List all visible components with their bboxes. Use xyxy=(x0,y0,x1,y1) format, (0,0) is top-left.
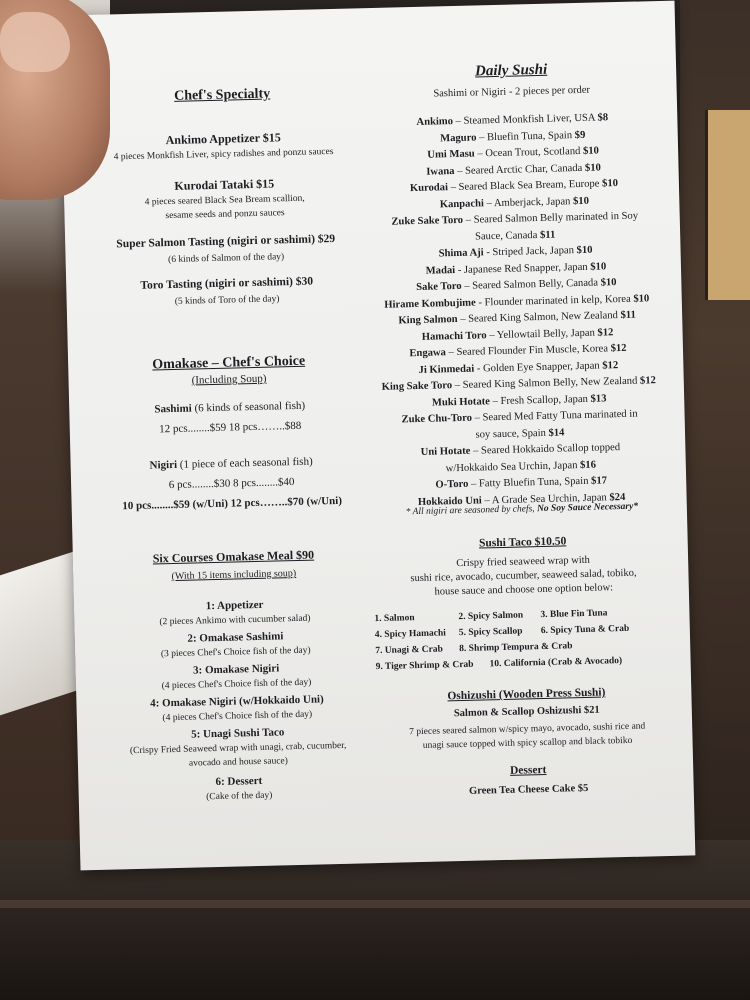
six-courses-title: Six Courses Omakase Meal $90 xyxy=(152,547,315,566)
daily-sushi-item xyxy=(363,127,663,145)
oshizushi-title: Oshizushi (Wooden Press Sushi) xyxy=(447,686,606,703)
daily-sushi-item-desc: – A Grade Sea Urchin, Japan xyxy=(481,491,610,506)
specialty-salmon-tasting xyxy=(93,232,358,250)
daily-sushi-item-name: Uni Hotate xyxy=(420,445,471,458)
sushi-taco-desc-3: house sauce and choose one option below: xyxy=(434,582,614,598)
daily-sushi-item-name: Ankimo xyxy=(416,116,454,128)
daily-sushi-item xyxy=(370,424,670,442)
taco-option-4: 4. Spicy Hamachi xyxy=(374,628,446,641)
daily-sushi-item-price: $16 xyxy=(579,459,597,471)
daily-sushi-note-bold: No Soy Sauce Necessary* xyxy=(536,501,639,515)
course-2-desc: (3 pieces Chef's Choice fish of the day) xyxy=(160,645,311,660)
daily-sushi-item-name: Kanpachi xyxy=(439,197,485,210)
daily-sushi-item xyxy=(370,441,670,459)
daily-sushi-item-name: Madai xyxy=(425,264,456,277)
specialty-ankimo-desc: 4 pieces Monkfish Liver, spicy radishes and ponzu sauces xyxy=(113,146,334,163)
daily-sushi-item-name: Hamachi Toro xyxy=(421,329,487,343)
sushi-taco-desc-2: sushi rice, avocado, cucumber, seaweed salad, tobiko, xyxy=(410,567,637,585)
daily-sushi-item-desc: – Seared Salmon Belly, Canada xyxy=(461,277,601,292)
omakase-sashimi-line xyxy=(97,398,362,416)
course-6-desc: (Cake of the day) xyxy=(206,790,273,803)
daily-sushi-item-desc: – Seared Arctic Char, Canada xyxy=(454,162,586,177)
daily-sushi-note-text: * All nigiri are seasoned by chefs, xyxy=(405,504,538,518)
daily-sushi-item xyxy=(371,457,671,475)
taco-option-10: 10. California (Crab & Avocado) xyxy=(489,656,623,670)
daily-sushi-item-price: $10 xyxy=(572,195,590,207)
course-6-name: 6: Dessert xyxy=(215,774,263,789)
taco-option-3: 3. Blue Fin Tuna xyxy=(540,608,608,621)
taco-option-6: 6. Spicy Tuna & Crab xyxy=(540,623,630,637)
daily-sushi-item-price: $10 xyxy=(590,260,607,273)
daily-sushi-item xyxy=(363,144,663,162)
specialty-kurodai-desc2: sesame seeds and ponzu sauces xyxy=(165,208,285,222)
daily-sushi-item xyxy=(366,276,666,294)
daily-sushi-item xyxy=(365,226,665,244)
daily-sushi-item-desc: – Amberjack, Japan xyxy=(483,195,574,209)
daily-sushi-item-desc: – Seared King Salmon, New Zealand xyxy=(457,310,621,326)
daily-sushi-item-price: $24 xyxy=(609,491,626,503)
daily-sushi-item-price: $10 xyxy=(633,292,650,305)
specialty-salmon-desc: (6 kinds of Salmon of the day) xyxy=(167,252,285,266)
daily-sushi-item-price: $12 xyxy=(610,342,627,355)
specialty-toro-tasting xyxy=(94,274,359,292)
daily-sushi-item-price: $12 xyxy=(597,326,614,339)
daily-sushi-item xyxy=(367,325,667,343)
daily-sushi-item-desc: – Seared Flounder Fin Muscle, Korea xyxy=(445,343,611,359)
daily-sushi-item-desc: – Yellowtail Belly, Japan xyxy=(486,327,598,341)
daily-sushi-item-price: $9 xyxy=(574,129,586,141)
menu-right-column xyxy=(360,1,660,797)
daily-sushi-title: Daily Sushi xyxy=(474,61,548,80)
specialty-salmon-rest: (nigiri or sashimi) $29 xyxy=(223,232,336,248)
daily-sushi-item-name: King Sake Toro xyxy=(381,380,453,393)
oshizushi-desc-2: unagi sauce topped with spicy scallop and black tobiko xyxy=(422,735,633,751)
daily-sushi-item-name: King Salmon xyxy=(398,314,458,327)
taco-option-9: 9. Tiger Shrimp & Crab xyxy=(375,659,474,673)
daily-sushi-item-price: $10 xyxy=(576,244,593,257)
daily-sushi-item-name: O-Toro xyxy=(435,478,469,491)
daily-sushi-item-name: Kurodai xyxy=(409,182,449,195)
daily-sushi-item-name: Zuke Sake Toro xyxy=(391,214,464,228)
daily-sushi-item xyxy=(368,342,668,360)
taco-option-1: 1. Salmon xyxy=(374,613,415,625)
table-edge xyxy=(0,900,750,908)
omakase-sashimi-label: Sashimi xyxy=(154,402,192,416)
course-3-name: 3: Omakase Nigiri xyxy=(192,662,280,677)
daily-sushi-item xyxy=(365,210,665,228)
course-5-desc: (Crispy Fried Seaweed wrap with unagi, crab, cucumber, xyxy=(129,740,347,757)
daily-sushi-item-price: $14 xyxy=(548,426,565,439)
dessert-title: Dessert xyxy=(509,763,547,777)
daily-sushi-item-price: $11 xyxy=(620,309,637,322)
daily-sushi-item xyxy=(364,177,664,195)
daily-sushi-item-name: Umi Masu xyxy=(427,148,475,161)
specialty-toro-rest: (nigiri or sashimi) $30 xyxy=(201,275,314,291)
omakase-subtitle: (Including Soup) xyxy=(191,372,267,387)
daily-sushi-item-name: Ji Kinmedai xyxy=(418,363,475,376)
daily-sushi-item-name: Muki Hotate xyxy=(431,395,491,409)
daily-sushi-item-desc: – Fatty Bluefin Tuna, Spain xyxy=(468,475,592,490)
daily-sushi-item-desc: – Seared Hokkaido Scallop topped xyxy=(470,442,621,457)
daily-sushi-item-price: $8 xyxy=(597,112,609,124)
sushi-taco-title: Sushi Taco $10.50 xyxy=(478,535,567,550)
daily-sushi-item-desc: – Seared King Salmon Belly, New Zealand xyxy=(451,375,641,392)
specialty-toro-desc: (5 kinds of Toro of the day) xyxy=(174,294,280,307)
omakase-nigiri-line xyxy=(99,454,364,472)
oshizushi-item: Salmon & Scallop Oshizushi $21 xyxy=(453,704,600,720)
specialty-toro-name: Toro Tasting xyxy=(140,278,203,292)
daily-sushi-item xyxy=(365,243,665,261)
omakase-title: Omakase – Chef's Choice xyxy=(152,353,306,373)
hand-thumb xyxy=(0,0,110,200)
daily-sushi-item xyxy=(369,391,669,409)
oshizushi-desc-1: 7 pieces seared salmon w/spicy mayo, avocado, sushi rice and xyxy=(409,721,646,738)
daily-sushi-item-desc: – Seared Med Fatty Tuna marinated in xyxy=(471,408,638,424)
daily-sushi-item-price: $11 xyxy=(539,229,556,241)
wall-poster xyxy=(705,110,750,300)
taco-option-8: 8. Shrimp Tempura & Crab xyxy=(459,641,573,655)
daily-sushi-item xyxy=(366,259,666,277)
taco-option-7: 7. Unagi & Crab xyxy=(375,644,443,657)
daily-sushi-item-price: $17 xyxy=(590,475,608,487)
daily-sushi-item xyxy=(367,292,667,310)
daily-sushi-item-desc: – Steamed Monkfish Liver, USA xyxy=(452,112,598,128)
daily-sushi-item xyxy=(362,111,662,129)
course-5-desc2: avocado and house sauce) xyxy=(188,756,289,769)
daily-sushi-item-desc: - Japanese Red Snapper, Japan xyxy=(455,261,591,276)
taco-options-row-2 xyxy=(374,623,675,641)
daily-sushi-item-name: Shima Aji xyxy=(438,247,484,260)
daily-sushi-item-desc: – Seared Black Sea Bream, Europe xyxy=(447,178,603,194)
taco-option-5: 5. Spicy Scallop xyxy=(458,626,523,639)
daily-sushi-item-price: $13 xyxy=(590,392,607,405)
daily-sushi-item xyxy=(364,193,664,211)
specialty-kurodai-name: Kurodai Tataki $15 xyxy=(174,176,275,193)
daily-sushi-item xyxy=(363,160,663,178)
daily-sushi-item xyxy=(367,309,667,327)
thumb-nail xyxy=(0,12,70,72)
six-courses-subtitle: (With 15 items including soup) xyxy=(171,568,297,583)
daily-sushi-item-name: Hokkaido Uni xyxy=(417,494,482,508)
menu-sheet xyxy=(60,1,696,871)
daily-sushi-item-desc: Sauce, Canada xyxy=(474,229,541,243)
daily-sushi-item-name: Iwana xyxy=(426,165,455,178)
omakase-nigiri-prices-1: 6 pcs........$30 8 pcs........$40 xyxy=(168,476,295,492)
course-5-name: 5: Unagi Sushi Taco xyxy=(190,726,285,741)
daily-sushi-item-price: $12 xyxy=(602,359,619,371)
daily-sushi-item-price: $10 xyxy=(582,145,600,157)
daily-sushi-item xyxy=(371,474,671,492)
daily-sushi-item xyxy=(370,408,670,426)
daily-sushi-item xyxy=(368,358,668,376)
course-2-name: 2: Omakase Sashimi xyxy=(187,630,284,645)
omakase-nigiri-prices-2: 10 pcs........$59 (w/Uni) 12 pcs……..$70 (w/Uni) xyxy=(122,494,343,513)
course-1-desc: (2 pieces Ankimo with cucumber salad) xyxy=(159,613,311,628)
daily-sushi-item-desc: soy sauce, Spain xyxy=(475,427,549,441)
daily-sushi-item-desc: – Seared Salmon Belly marinated in Soy xyxy=(462,210,639,226)
course-3-desc: (4 pieces Chef's Choice fish of the day) xyxy=(161,677,312,692)
dessert-item: Green Tea Cheese Cake $5 xyxy=(468,782,589,797)
daily-sushi-item-name: Engawa xyxy=(409,347,447,360)
taco-option-2: 2. Spicy Salmon xyxy=(458,610,524,623)
daily-sushi-item-price: $10 xyxy=(600,277,617,289)
omakase-nigiri-desc: (1 piece of each seasonal fish) xyxy=(176,455,313,471)
sushi-taco-desc-1: Crispy fried seaweed wrap with xyxy=(456,554,591,570)
omakase-nigiri-label: Nigiri xyxy=(149,458,178,472)
daily-sushi-item-name: Hirame Kombujime xyxy=(384,297,476,311)
course-1-name: 1: Appetizer xyxy=(205,598,264,613)
course-4-name: 4: Omakase Nigiri (w/Hokkaido Uni) xyxy=(150,693,324,710)
daily-sushi-item-desc: – Fresh Scallop, Japan xyxy=(489,393,591,407)
daily-sushi-item-desc: – Ocean Trout, Scotland xyxy=(474,145,584,160)
daily-sushi-item-price: $12 xyxy=(639,375,657,387)
chefs-specialty-title: Chef's Specialty xyxy=(173,86,271,104)
daily-sushi-item-desc: - Golden Eye Snapper, Japan xyxy=(474,359,603,375)
menu-left-column xyxy=(88,8,353,803)
daily-sushi-subtitle: Sashimi or Nigiri - 2 pieces per order xyxy=(433,84,591,100)
daily-sushi-item-desc: w/Hokkaido Sea Urchin, Japan xyxy=(445,459,581,474)
daily-sushi-item-desc: – Bluefin Tuna, Spain xyxy=(476,129,575,143)
omakase-sashimi-prices: 12 pcs........$59 18 pcs……..$88 xyxy=(159,419,302,436)
specialty-kurodai-desc: 4 pieces seared Black Sea Bream scallion, xyxy=(144,193,305,208)
specialty-ankimo-name: Ankimo Appetizer $15 xyxy=(165,130,281,148)
daily-sushi-item-price: $10 xyxy=(601,178,619,190)
taco-options-row-3 xyxy=(375,639,675,657)
course-4-desc: (4 pieces Chef's Choice fish of the day) xyxy=(162,709,313,724)
omakase-sashimi-desc: (6 kinds of seasonal fish) xyxy=(191,399,306,415)
specialty-salmon-name: Super Salmon Tasting xyxy=(116,235,225,251)
taco-options-row-4 xyxy=(375,655,676,673)
taco-options-row-1 xyxy=(374,607,674,625)
daily-sushi-item-desc: - Flounder marinated in kelp, Korea xyxy=(475,293,634,309)
daily-sushi-item-name: Zuke Chu-Toro xyxy=(401,412,473,426)
daily-sushi-item-desc: - Striped Jack, Japan xyxy=(483,245,577,259)
daily-sushi-item-name: Sake Toro xyxy=(416,280,462,294)
daily-sushi-item-price: $10 xyxy=(584,161,601,174)
daily-sushi-item xyxy=(369,375,669,393)
daily-sushi-item-name: Maguro xyxy=(440,131,477,144)
